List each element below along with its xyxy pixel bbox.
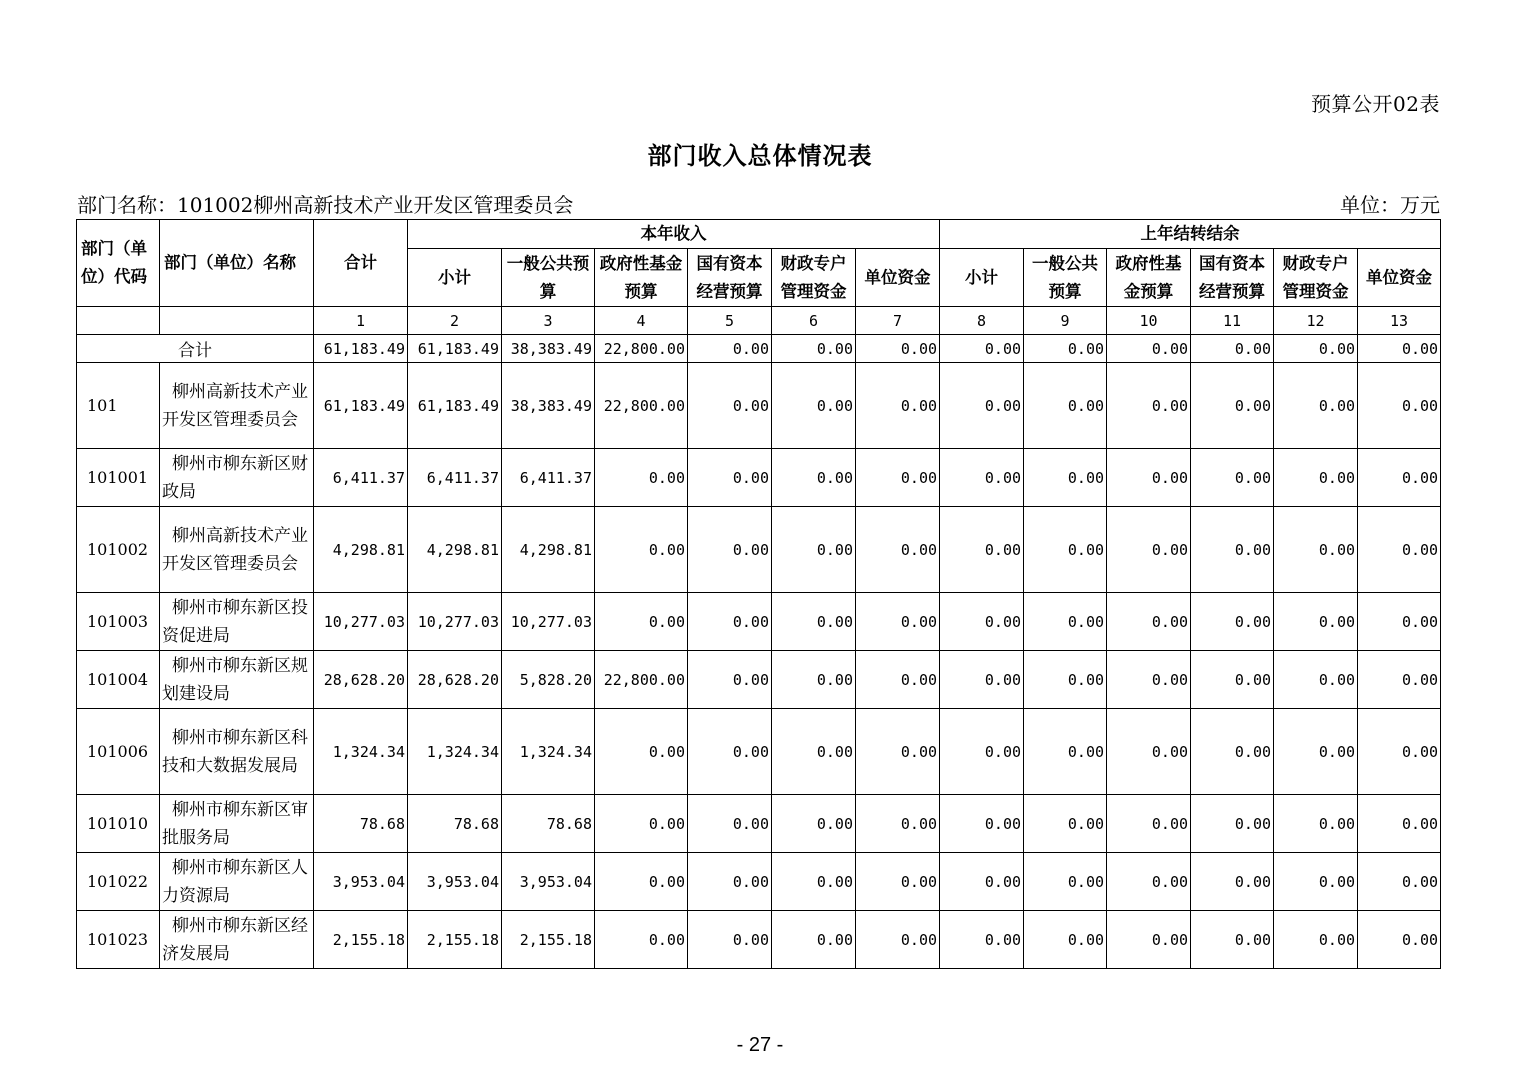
table-cell: 2,155.18 <box>314 911 408 969</box>
table-cell: 1,324.34 <box>314 709 408 795</box>
table-cell: 0.00 <box>856 853 940 911</box>
income-table <box>76 219 1441 969</box>
table-cell: 0.00 <box>940 795 1024 853</box>
table-cell: 0.00 <box>856 507 940 593</box>
table-cell: 0.00 <box>595 593 688 651</box>
row-name: 柳州市柳东新区人力资源局 <box>160 853 314 911</box>
header-total: 合计 <box>314 220 408 307</box>
table-cell: 0.00 <box>1274 507 1358 593</box>
table-cell: 0.00 <box>688 507 772 593</box>
table-cell: 78.68 <box>502 795 595 853</box>
table-cell: 0.00 <box>1024 911 1107 969</box>
row-code: 101006 <box>77 709 160 795</box>
table-row <box>77 911 1441 969</box>
total-row <box>77 335 1441 363</box>
table-cell: 38,383.49 <box>502 335 595 363</box>
table-cell: 0.00 <box>1274 593 1358 651</box>
table-cell: 28,628.20 <box>314 651 408 709</box>
header-co-col: 一般公共预算 <box>1024 249 1107 307</box>
table-cell: 0.00 <box>1191 363 1274 449</box>
column-index: 6 <box>772 307 856 335</box>
row-name: 柳州市柳东新区经济发展局 <box>160 911 314 969</box>
table-cell: 0.00 <box>1024 449 1107 507</box>
table-cell: 10,277.03 <box>314 593 408 651</box>
header-cy-col: 一般公共预算 <box>502 249 595 307</box>
table-cell: 0.00 <box>940 449 1024 507</box>
table-cell: 0.00 <box>1274 651 1358 709</box>
table-cell: 0.00 <box>1274 449 1358 507</box>
table-cell: 3,953.04 <box>314 853 408 911</box>
table-row <box>77 449 1441 507</box>
table-cell: 0.00 <box>856 709 940 795</box>
total-row-label: 合计 <box>77 335 314 363</box>
column-index: 8 <box>940 307 1024 335</box>
table-cell: 0.00 <box>940 593 1024 651</box>
table-cell: 0.00 <box>1191 709 1274 795</box>
column-index: 1 <box>314 307 408 335</box>
header-cy-col: 小计 <box>408 249 502 307</box>
row-code: 101002 <box>77 507 160 593</box>
table-cell: 0.00 <box>940 363 1024 449</box>
table-cell: 0.00 <box>595 507 688 593</box>
row-code: 101010 <box>77 795 160 853</box>
table-cell: 0.00 <box>1358 853 1441 911</box>
header-cy-col: 单位资金 <box>856 249 940 307</box>
table-cell: 0.00 <box>772 363 856 449</box>
table-cell: 1,324.34 <box>408 709 502 795</box>
table-cell: 38,383.49 <box>502 363 595 449</box>
header-current-year: 本年收入 <box>408 220 940 249</box>
table-cell: 3,953.04 <box>408 853 502 911</box>
table-cell: 0.00 <box>1024 335 1107 363</box>
table-row <box>77 795 1441 853</box>
table-cell: 0.00 <box>1024 709 1107 795</box>
table-cell: 0.00 <box>940 853 1024 911</box>
row-code: 101023 <box>77 911 160 969</box>
table-cell: 0.00 <box>1107 507 1191 593</box>
table-row <box>77 507 1441 593</box>
table-cell: 0.00 <box>1274 911 1358 969</box>
table-cell: 0.00 <box>1191 335 1274 363</box>
department-name: 部门名称：101002柳州高新技术产业开发区管理委员会 <box>77 193 574 217</box>
table-cell: 0.00 <box>1358 709 1441 795</box>
table-cell: 3,953.04 <box>502 853 595 911</box>
row-code: 101022 <box>77 853 160 911</box>
table-cell: 0.00 <box>772 507 856 593</box>
table-cell: 0.00 <box>772 449 856 507</box>
table-cell: 0.00 <box>1358 651 1441 709</box>
row-code: 101 <box>77 363 160 449</box>
table-cell: 0.00 <box>1107 853 1191 911</box>
table-cell: 0.00 <box>1107 795 1191 853</box>
header-cy-col: 政府性基金预算 <box>595 249 688 307</box>
column-index: 13 <box>1358 307 1441 335</box>
table-header <box>77 220 1441 335</box>
table-cell: 0.00 <box>1024 853 1107 911</box>
column-index: 9 <box>1024 307 1107 335</box>
table-cell: 0.00 <box>595 449 688 507</box>
index-blank <box>77 307 160 335</box>
header-co-col: 财政专户管理资金 <box>1274 249 1358 307</box>
unit-label: 单位：万元 <box>1340 193 1440 217</box>
table-cell: 0.00 <box>1358 593 1441 651</box>
table-cell: 0.00 <box>1107 593 1191 651</box>
table-row <box>77 593 1441 651</box>
table-cell: 0.00 <box>772 651 856 709</box>
row-name: 柳州市柳东新区科技和大数据发展局 <box>160 709 314 795</box>
table-cell: 6,411.37 <box>408 449 502 507</box>
table-cell: 0.00 <box>1107 363 1191 449</box>
column-index: 4 <box>595 307 688 335</box>
table-cell: 78.68 <box>408 795 502 853</box>
header-co-col: 国有资本经营预算 <box>1191 249 1274 307</box>
column-index: 5 <box>688 307 772 335</box>
table-cell: 2,155.18 <box>408 911 502 969</box>
row-code: 101003 <box>77 593 160 651</box>
header-co-col: 政府性基金预算 <box>1107 249 1191 307</box>
table-cell: 28,628.20 <box>408 651 502 709</box>
table-cell: 0.00 <box>1024 593 1107 651</box>
table-cell: 4,298.81 <box>502 507 595 593</box>
column-index: 10 <box>1107 307 1191 335</box>
table-cell: 0.00 <box>1358 795 1441 853</box>
table-cell: 0.00 <box>1358 507 1441 593</box>
table-cell: 0.00 <box>1358 335 1441 363</box>
table-cell: 0.00 <box>1274 853 1358 911</box>
header-co-col: 小计 <box>940 249 1024 307</box>
header-code: 部门（单位）代码 <box>77 220 160 307</box>
column-index: 7 <box>856 307 940 335</box>
row-name: 柳州市柳东新区财政局 <box>160 449 314 507</box>
table-cell: 0.00 <box>1107 651 1191 709</box>
table-row <box>77 853 1441 911</box>
row-name: 柳州高新技术产业开发区管理委员会 <box>160 363 314 449</box>
table-cell: 0.00 <box>1274 363 1358 449</box>
table-cell: 4,298.81 <box>314 507 408 593</box>
table-cell: 61,183.49 <box>408 335 502 363</box>
table-cell: 0.00 <box>1107 709 1191 795</box>
table-cell: 0.00 <box>940 651 1024 709</box>
table-cell: 0.00 <box>1274 335 1358 363</box>
row-name: 柳州市柳东新区规划建设局 <box>160 651 314 709</box>
header-co-col: 单位资金 <box>1358 249 1441 307</box>
table-cell: 0.00 <box>772 853 856 911</box>
table-cell: 0.00 <box>772 795 856 853</box>
table-cell: 0.00 <box>595 795 688 853</box>
table-cell: 0.00 <box>856 911 940 969</box>
table-cell: 78.68 <box>314 795 408 853</box>
table-cell: 0.00 <box>940 507 1024 593</box>
table-cell: 6,411.37 <box>502 449 595 507</box>
table-cell: 0.00 <box>1107 335 1191 363</box>
column-index: 12 <box>1274 307 1358 335</box>
table-row <box>77 363 1441 449</box>
table-cell: 22,800.00 <box>595 363 688 449</box>
table-cell: 0.00 <box>1191 593 1274 651</box>
table-cell: 0.00 <box>772 709 856 795</box>
table-cell: 61,183.49 <box>314 335 408 363</box>
table-cell: 0.00 <box>1274 709 1358 795</box>
table-cell: 0.00 <box>688 795 772 853</box>
table-cell: 0.00 <box>856 651 940 709</box>
header-cy-col: 财政专户管理资金 <box>772 249 856 307</box>
table-cell: 0.00 <box>1107 449 1191 507</box>
table-cell: 0.00 <box>595 853 688 911</box>
table-cell: 0.00 <box>1358 363 1441 449</box>
page-number: - 27 - <box>736 1034 784 1056</box>
table-cell: 0.00 <box>1191 651 1274 709</box>
column-index: 3 <box>502 307 595 335</box>
table-cell: 1,324.34 <box>502 709 595 795</box>
table-cell: 0.00 <box>856 593 940 651</box>
table-cell: 0.00 <box>772 335 856 363</box>
table-cell: 0.00 <box>1024 651 1107 709</box>
table-cell: 0.00 <box>856 795 940 853</box>
table-cell: 61,183.49 <box>408 363 502 449</box>
table-row <box>77 651 1441 709</box>
table-cell: 0.00 <box>688 335 772 363</box>
table-body <box>77 335 1441 969</box>
index-blank <box>160 307 314 335</box>
row-code: 101001 <box>77 449 160 507</box>
table-cell: 0.00 <box>595 709 688 795</box>
table-cell: 22,800.00 <box>595 335 688 363</box>
row-code: 101004 <box>77 651 160 709</box>
table-cell: 0.00 <box>1191 507 1274 593</box>
table-cell: 6,411.37 <box>314 449 408 507</box>
table-cell: 0.00 <box>595 911 688 969</box>
table-cell: 0.00 <box>688 651 772 709</box>
table-cell: 0.00 <box>1107 911 1191 969</box>
table-cell: 0.00 <box>1274 795 1358 853</box>
table-cell: 0.00 <box>1191 449 1274 507</box>
table-cell: 0.00 <box>856 363 940 449</box>
table-cell: 0.00 <box>688 449 772 507</box>
table-cell: 5,828.20 <box>502 651 595 709</box>
header-name: 部门（单位）名称 <box>160 220 314 307</box>
table-cell: 0.00 <box>688 363 772 449</box>
table-cell: 10,277.03 <box>502 593 595 651</box>
column-index: 2 <box>408 307 502 335</box>
table-cell: 0.00 <box>688 593 772 651</box>
row-name: 柳州市柳东新区投资促进局 <box>160 593 314 651</box>
header-cy-col: 国有资本经营预算 <box>688 249 772 307</box>
table-cell: 10,277.03 <box>408 593 502 651</box>
table-cell: 0.00 <box>856 449 940 507</box>
table-cell: 0.00 <box>1024 363 1107 449</box>
table-cell: 0.00 <box>688 911 772 969</box>
table-cell: 0.00 <box>940 335 1024 363</box>
form-code: 预算公开02表 <box>1311 92 1440 116</box>
table-cell: 0.00 <box>1191 853 1274 911</box>
table-cell: 0.00 <box>772 911 856 969</box>
table-cell: 0.00 <box>1358 911 1441 969</box>
table-cell: 0.00 <box>1024 795 1107 853</box>
table-cell: 0.00 <box>1358 449 1441 507</box>
table-row <box>77 709 1441 795</box>
row-name: 柳州市柳东新区审批服务局 <box>160 795 314 853</box>
table-cell: 0.00 <box>688 709 772 795</box>
table-cell: 61,183.49 <box>314 363 408 449</box>
table-cell: 4,298.81 <box>408 507 502 593</box>
table-cell: 0.00 <box>1191 795 1274 853</box>
column-index: 11 <box>1191 307 1274 335</box>
table-cell: 2,155.18 <box>502 911 595 969</box>
table-cell: 0.00 <box>940 911 1024 969</box>
table-cell: 0.00 <box>1024 507 1107 593</box>
table-cell: 22,800.00 <box>595 651 688 709</box>
header-carryover: 上年结转结余 <box>940 220 1441 249</box>
table-cell: 0.00 <box>688 853 772 911</box>
page-title: 部门收入总体情况表 <box>647 141 873 170</box>
table-cell: 0.00 <box>940 709 1024 795</box>
row-name: 柳州高新技术产业开发区管理委员会 <box>160 507 314 593</box>
table-cell: 0.00 <box>772 593 856 651</box>
table-cell: 0.00 <box>856 335 940 363</box>
table-cell: 0.00 <box>1191 911 1274 969</box>
meta-line <box>77 189 1440 219</box>
